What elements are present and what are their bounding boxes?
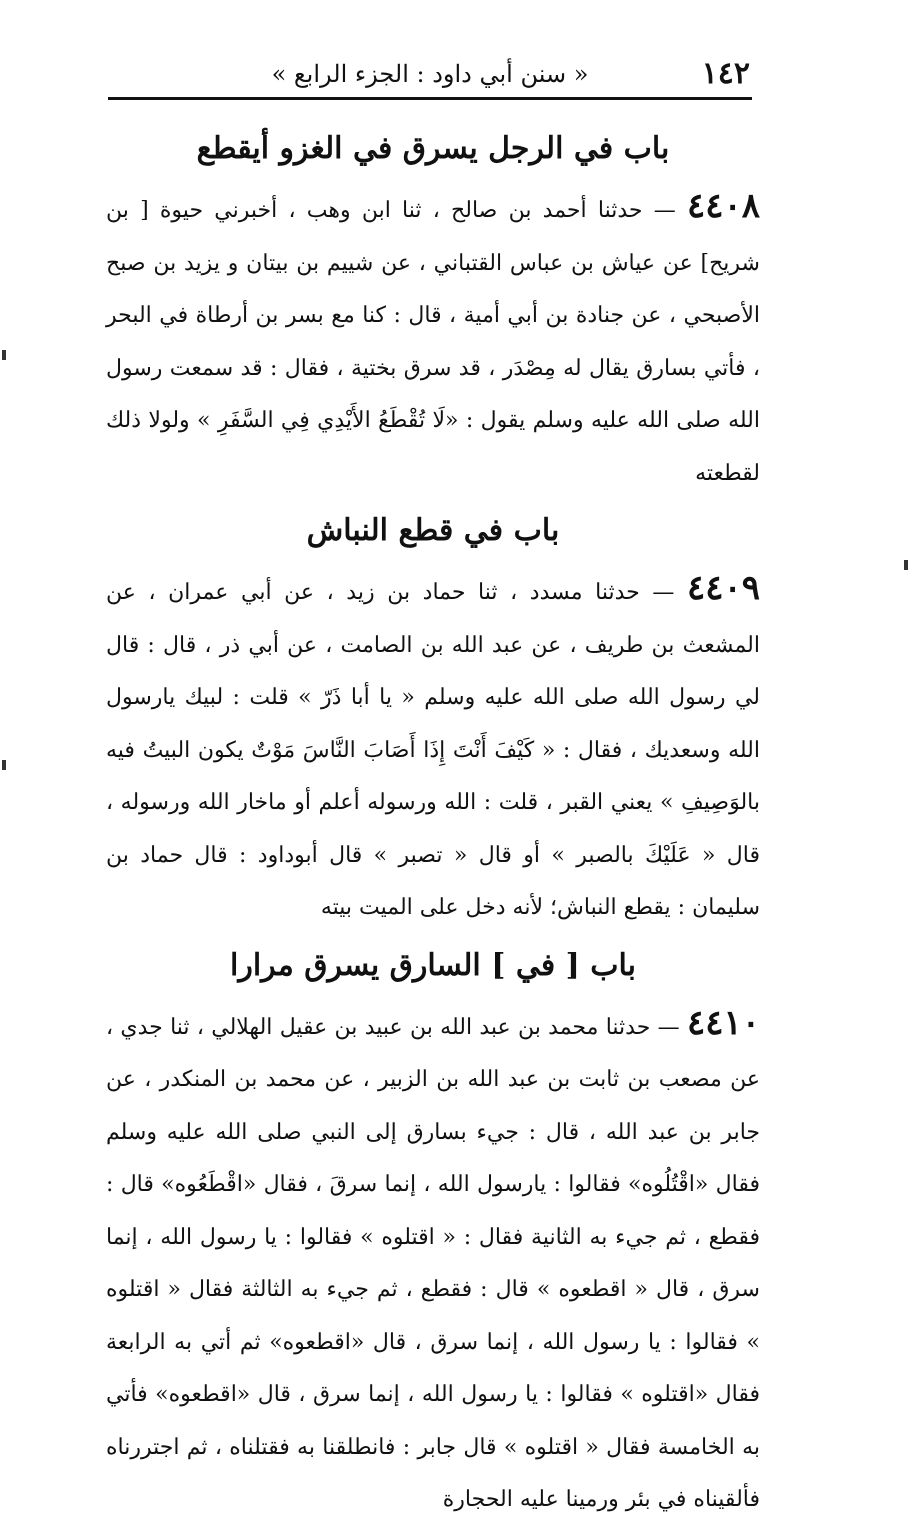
margin-mark [904, 560, 908, 570]
hadith-4408 [106, 180, 760, 500]
page-body [106, 118, 760, 1527]
margin-mark [2, 350, 6, 360]
page-header [110, 52, 750, 96]
hadith-4410 [106, 997, 760, 1527]
hadith-number: ٤٤٠٨ [686, 186, 760, 226]
hadith-text: — حدثنا مسدد ، ثنا حماد بن زيد ، عن أبي عمران ، عن المشعث بن طريف ، عن عبد الله بن الصامت ، عن أبي ذر ، قال : قال لي رسول الله صلى الله عليه وسلم « يا أبا ذَرّ » قلت : لبيك يارسول الله وسعديك ، فقال : « كَيْفَ أَنْتَ إِذَا أَصَابَ النَّاسَ مَوْتٌ يكون البيتُ فيه بالوَصِيفِ » يعني القبر ، قلت : الله ورسوله أعلم أو ماخار الله ورسوله ، قال « عَلَيْكَ بالصبر » أو قال « تصبر » قال أبوداود : قال حماد بن سليمان : يقطع النباش؛ لأنه دخل على الميت بيته [106, 580, 760, 920]
hadith-4409 [106, 562, 760, 935]
hadith-text: — حدثنا أحمد بن صالح ، ثنا ابن وهب ، أخبرني حيوة [ بن شريح] عن عياش بن عباس القتباني ، عن شييم بن بيتان و يزيد بن صبح الأصبحي ، عن جنادة بن أبي أمية ، قال : كنا مع بسر بن أرطاة في البحر ، فأتي بسارق يقال له مِصْدَر ، قد سرق بختية ، فقال : قد سمعت رسول الله صلى الله عليه وسلم يقول : «لَا تُقْطَعُ الأَيْدِي فِي السَّفَرِ » ولولا ذلك لقطعته [106, 198, 760, 486]
margin-mark [2, 760, 6, 770]
header-divider [108, 97, 752, 100]
chapter-heading-theft-in-battle: باب في الرجل يسرق في الغزو أيقطع [196, 131, 670, 166]
chapter-heading-repeat-thief: باب [ في ] السارق يسرق مرارا [230, 947, 636, 983]
hadith-text: — حدثنا محمد بن عبد الله بن عبيد بن عقيل الهلالي ، ثنا جدي ، عن مصعب بن ثابت بن عبد الله بن الزبير ، عن محمد بن المنكدر ، عن جابر بن عبد الله ، قال : جيء بسارق إلى النبي صلى الله عليه وسلم فقال «اقْتُلُوه» فقالوا : يارسول الله ، إنما سرقَ ، فقال «اقْطَعُوه» قال : فقطع ، ثم جيء به الثانية فقال : « اقتلوه » فقالوا : يا رسول الله ، إنما سرق ، قال « اقطعوه » قال : فقطع ، ثم جيء به الثالثة فقال « اقتلوه » فقالوا : يا رسول الله ، إنما سرق ، قال «اقطعوه» ثم أتي به الرابعة فقال «اقتلوه » فقالوا : يا رسول الله ، إنما سرق ، قال «اقطعوه» فأتي به الخامسة فقال « اقتلوه » قال جابر : فانطلقنا به فقتلناه ، ثم اجتررناه فألقيناه في بئر ورمينا عليه الحجارة [106, 1014, 760, 1512]
page-number: ١٤٢ [701, 56, 750, 91]
running-title: « سنن أبي داود : الجزء الرابع » [271, 60, 589, 88]
chapter-heading-grave-robber: باب في قطع النباش [306, 513, 560, 548]
hadith-number: ٤٤١٠ [686, 1002, 760, 1043]
hadith-number: ٤٤٠٩ [686, 568, 760, 608]
